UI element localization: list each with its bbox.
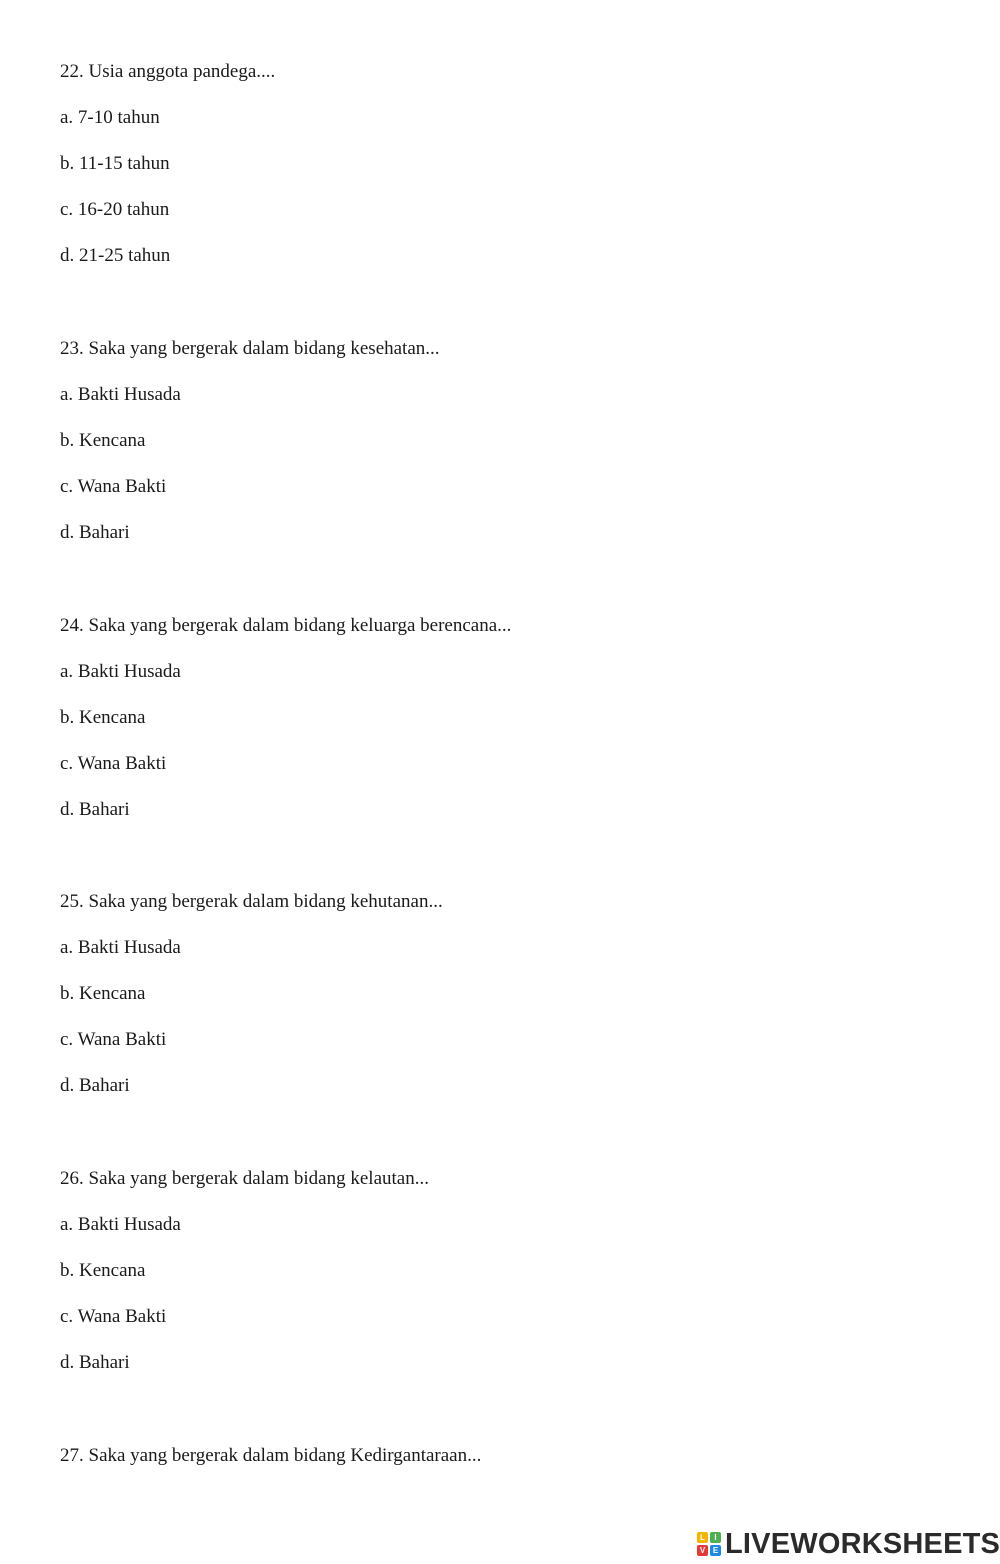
answer-option-c[interactable]: c. Wana Bakti bbox=[60, 1306, 167, 1327]
answer-option-c[interactable]: c. Wana Bakti bbox=[60, 753, 167, 774]
logo-tile-e: E bbox=[710, 1545, 721, 1556]
logo-tile-v: V bbox=[697, 1545, 708, 1556]
watermark-text: LIVEWORKSHEETS bbox=[725, 1528, 1000, 1560]
answer-option-a[interactable]: a. Bakti Husada bbox=[60, 661, 181, 682]
answer-option-c[interactable]: c. 16-20 tahun bbox=[60, 199, 170, 220]
answer-option-d[interactable]: d. Bahari bbox=[60, 1352, 130, 1373]
answer-option-d[interactable]: d. Bahari bbox=[60, 799, 130, 820]
answer-option-c[interactable]: c. Wana Bakti bbox=[60, 1029, 167, 1050]
question-prompt: 24. Saka yang bergerak dalam bidang keluarga berencana... bbox=[60, 615, 512, 636]
answer-option-b[interactable]: b. Kencana bbox=[60, 430, 146, 451]
question-prompt: 23. Saka yang bergerak dalam bidang kesehatan... bbox=[60, 338, 440, 359]
answer-option-a[interactable]: a. Bakti Husada bbox=[60, 384, 181, 405]
answer-option-d[interactable]: d. Bahari bbox=[60, 522, 130, 543]
answer-option-d[interactable]: d. Bahari bbox=[60, 1075, 130, 1096]
answer-option-b[interactable]: b. Kencana bbox=[60, 707, 146, 728]
logo-tile-i: I bbox=[710, 1532, 721, 1543]
liveworksheets-logo-icon bbox=[697, 1532, 721, 1556]
answer-option-a[interactable]: a. Bakti Husada bbox=[60, 1214, 181, 1235]
answer-option-b[interactable]: b. Kencana bbox=[60, 1260, 146, 1281]
answer-option-b[interactable]: b. Kencana bbox=[60, 983, 146, 1004]
answer-option-a[interactable]: a. 7-10 tahun bbox=[60, 107, 160, 128]
answer-option-b[interactable]: b. 11-15 tahun bbox=[60, 153, 170, 174]
liveworksheets-watermark bbox=[697, 1528, 1000, 1560]
question-prompt: 22. Usia anggota pandega.... bbox=[60, 61, 276, 82]
answer-option-d[interactable]: d. 21-25 tahun bbox=[60, 245, 171, 266]
question-prompt: 26. Saka yang bergerak dalam bidang kelautan... bbox=[60, 1168, 429, 1189]
question-prompt: 27. Saka yang bergerak dalam bidang Kedirgantaraan... bbox=[60, 1445, 482, 1466]
question-prompt: 25. Saka yang bergerak dalam bidang kehutanan... bbox=[60, 891, 443, 912]
answer-option-a[interactable]: a. Bakti Husada bbox=[60, 937, 181, 958]
logo-tile-l: L bbox=[697, 1532, 708, 1543]
answer-option-c[interactable]: c. Wana Bakti bbox=[60, 476, 167, 497]
